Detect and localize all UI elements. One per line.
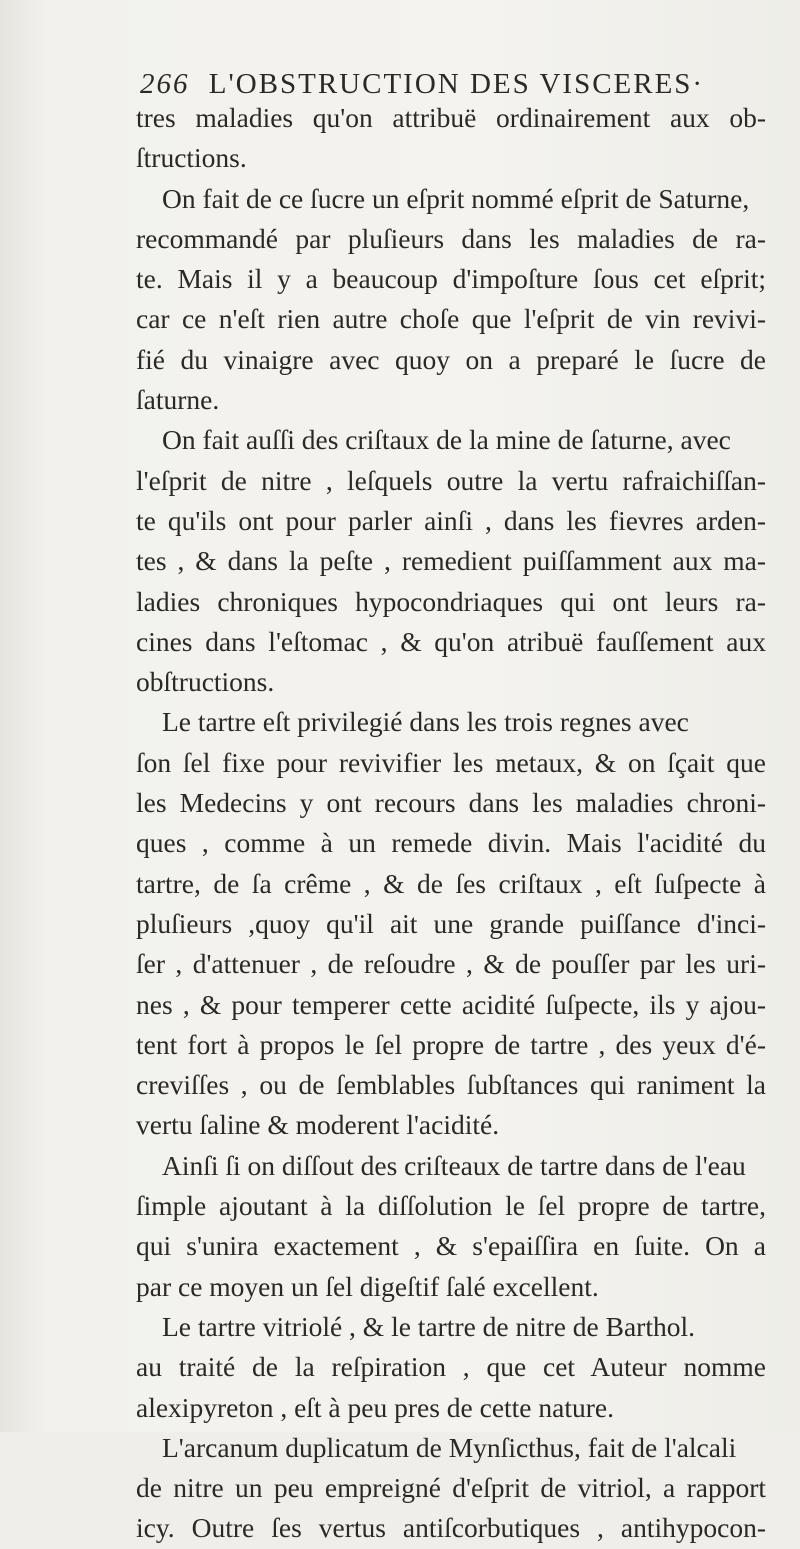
text-line: qui s'unira exactement , & s'epaiſſira en ſuite. On a <box>136 1230 766 1262</box>
text-line: pluſieurs ,quoy qu'il ait une grande puiſſance d'inci- <box>136 907 766 939</box>
text-line: ſaturne. <box>136 384 220 416</box>
page-header <box>140 68 704 101</box>
text-line: cines dans l'eſtomac , & qu'on atribuë fauſſement aux <box>136 625 766 657</box>
running-title: L'OBSTRUCTION DES VISCERES· <box>208 68 705 100</box>
text-line: On fait de ce ſucre un eſprit nommé eſprit de Saturne, <box>162 182 750 214</box>
text-line: tres maladies qu'on attribuë ordinairement aux ob- <box>136 102 766 133</box>
text-line: ſimple ajoutant à la diſſolution le ſel propre de tartre, <box>136 1190 766 1222</box>
text-line: au traité de la reſpiration , que cet Auteur nomme <box>136 1351 766 1383</box>
text-line: recommandé par pluſieurs dans les maladies de ra- <box>136 222 766 254</box>
text-line: te. Mais il y a beaucoup d'impoſture ſous cet eſprit; <box>136 263 766 295</box>
text-line: ſer , d'attenuer , de reſoudre , & de pouſſer par les uri- <box>136 948 766 980</box>
text-line: ſtructions. <box>136 142 247 174</box>
text-line: te qu'ils ont pour parler ainſi , dans les fievres arden- <box>136 504 766 536</box>
text-line: L'arcanum duplicatum de Mynſicthus, fait de l'alcali <box>162 1431 737 1463</box>
page-number: 266 <box>140 68 190 100</box>
text-line: tes , & dans la peſte , remedient puiſſamment aux ma- <box>136 545 766 577</box>
text-line: l'eſprit de nitre , leſquels outre la vertu rafraichiſſan- <box>136 464 766 496</box>
text-line: par ce moyen un ſel digeſtif ſalé excellent. <box>136 1270 599 1302</box>
text-line: On fait auſſi des criſtaux de la mine de ſaturne, avec <box>162 424 731 456</box>
text-line: de nitre un peu empreigné d'eſprit de vitriol, a rapport <box>136 1472 766 1504</box>
text-line: icy. Outre ſes vertus antiſcorbutiques , antihypocon- <box>136 1512 766 1544</box>
text-line: vertu ſaline & moderent l'acidité. <box>136 1109 500 1141</box>
text-line: tartre, de ſa crême , & de ſes criſtaux , eſt ſuſpecte à <box>136 867 766 899</box>
text-line: ſon ſel fixe pour revivifier les metaux, & on ſçait que <box>136 746 766 778</box>
text-line: fié du vinaigre avec quoy on a preparé le ſucre de <box>136 343 766 375</box>
body-text <box>136 98 766 1549</box>
text-line: alexipyreton , eſt à peu pres de cette nature. <box>136 1391 614 1423</box>
text-line: tent fort à propos le ſel propre de tartre , des yeux d'é- <box>136 1028 766 1060</box>
text-line: Le tartre eſt privilegié dans les trois regnes avec <box>162 706 689 738</box>
text-line: car ce n'eſt rien autre choſe que l'eſprit de vin revivi- <box>136 303 766 335</box>
text-line: ques , comme à un remede divin. Mais l'acidité du <box>136 827 766 859</box>
text-line: ladies chroniques hypocondriaques qui ont leurs ra- <box>136 585 766 617</box>
text-line: creviſſes , ou de ſemblables ſubſtances qui raniment la <box>136 1069 766 1101</box>
text-line: obſtructions. <box>136 666 275 698</box>
text-line: Le tartre vitriolé , & le tartre de nitre de Barthol. <box>162 1310 695 1342</box>
text-line: les Medecins y ont recours dans les maladies chroni- <box>136 787 766 819</box>
text-line: Ainſi ſi on diſſout des criſteaux de tartre dans de l'eau <box>162 1149 746 1181</box>
text-line: nes , & pour temperer cette acidité ſuſpecte, ils y ajou- <box>136 988 766 1020</box>
